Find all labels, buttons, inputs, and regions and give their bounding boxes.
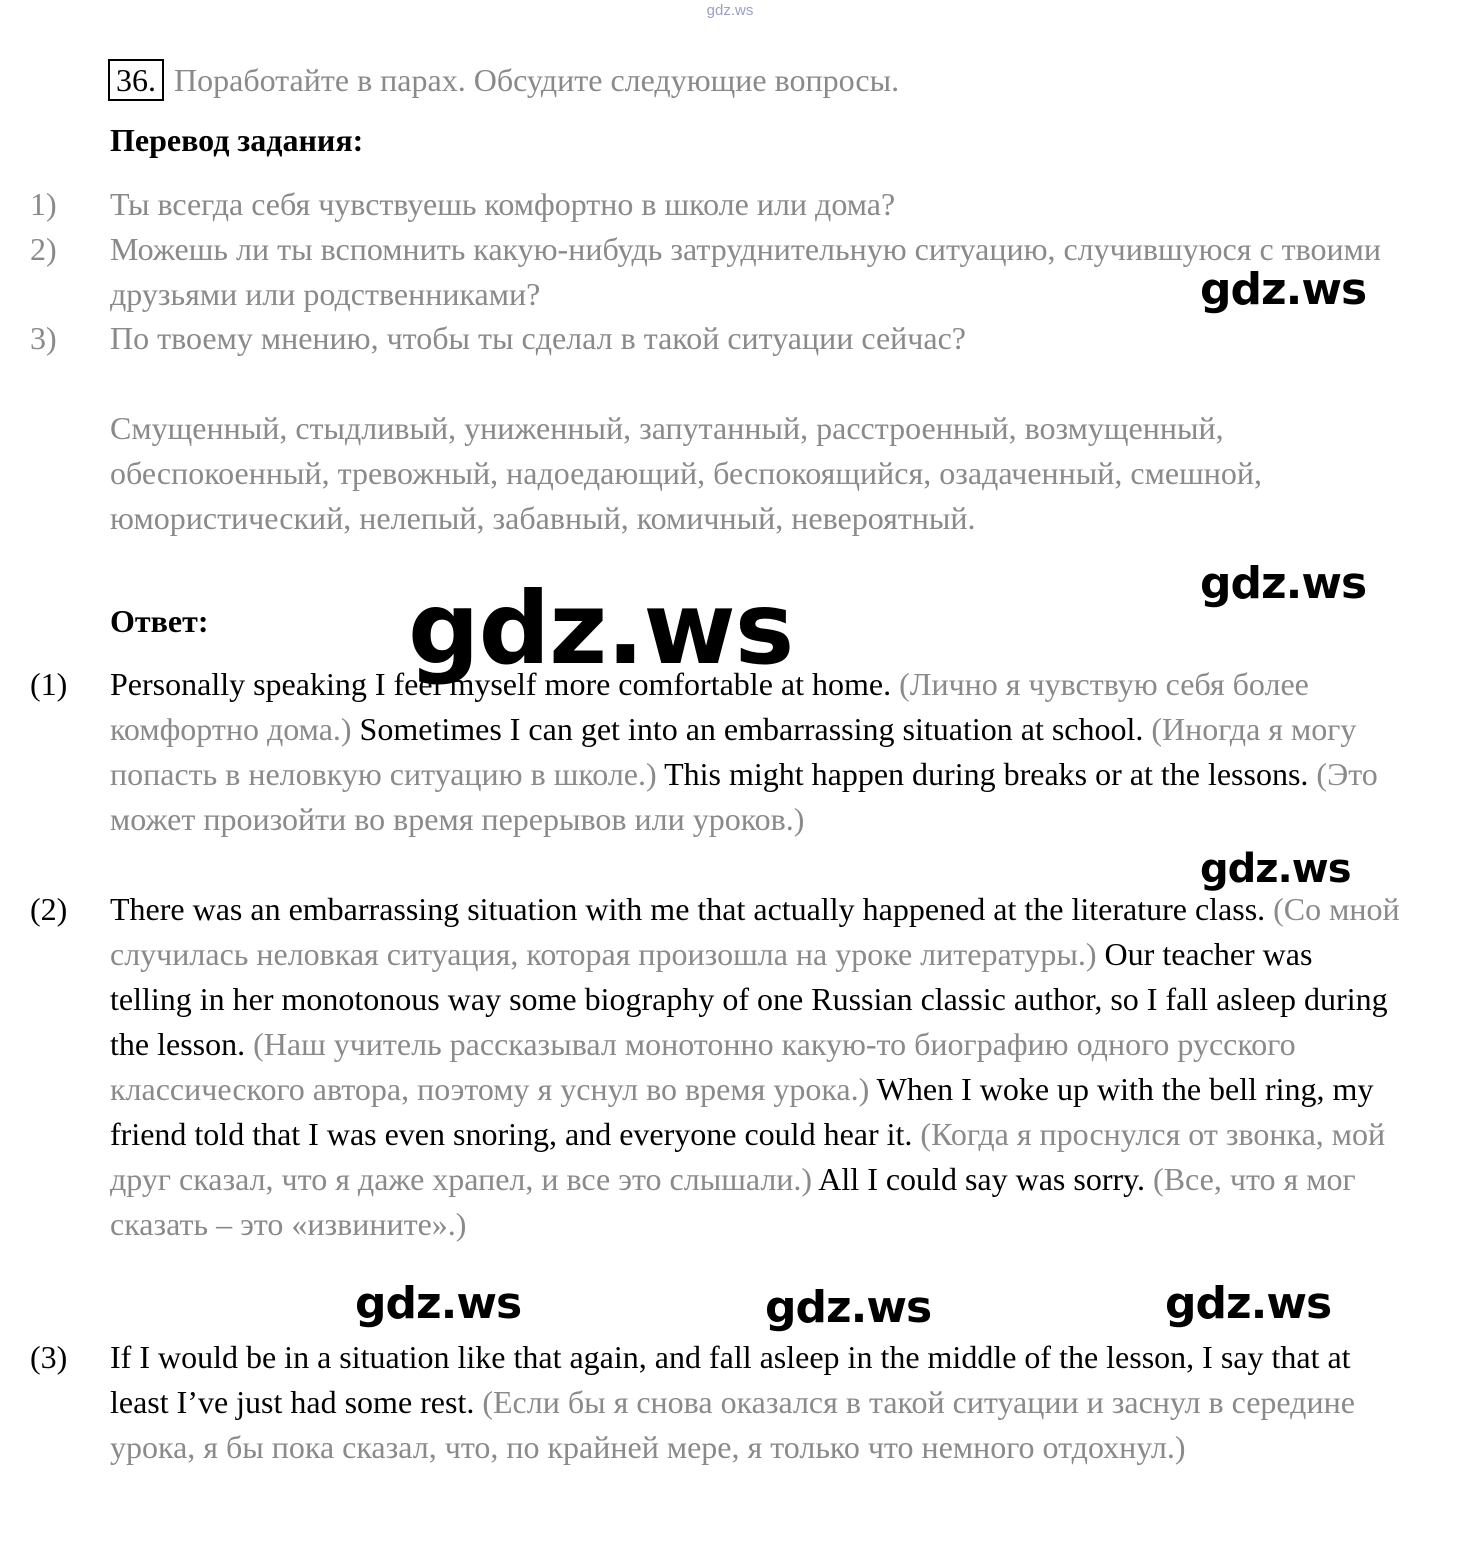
answer-english: If I would be in a situation like that again, and fall asleep in the middle of the lesson, I say that at least I’ve just had some rest. [110,1339,1351,1420]
question-text: По твоему мнению, чтобы ты сделал в такой ситуации сейчас? [110,320,966,356]
watermark: gdz.ws [765,1282,932,1333]
answer-russian: (Все, что я мог сказать – это «извините».) [110,1161,1356,1242]
question-text: Ты всегда себя чувствуешь комфортно в школе или дома? [110,186,896,222]
answer-russian: (Наш учитель рассказывал монотонно какую-то биографию одного русского классического автора, поэтому я уснул во время урока.) [110,1026,1296,1107]
watermark: gdz.ws [355,1278,522,1329]
answer-english: There was an embarrassing situation with me that actually happened at the literature class. [110,891,1266,927]
watermark: gdz.ws [1200,264,1367,315]
answer-english: Our teacher was telling in her monotonous way some biography of one Russian classic author, so I fall asleep during the lesson. [110,936,1388,1062]
answer-text [110,662,1400,842]
question-number: 2) [30,231,57,267]
answer-text [110,1335,1400,1470]
watermark: gdz.ws [1200,558,1367,609]
task-header [108,58,899,102]
answer-text [110,887,1400,1247]
question-text: Можешь ли ты вспомнить какую-нибудь затруднительную ситуацию, случившуюся с твоими друзьями или родственниками? [110,231,1382,312]
answer-russian: (Лично я чувствую себя более комфортно дома.) [110,666,1309,747]
answer-russian: (Это может произойти во время перерывов или уроков.) [110,756,1378,837]
answer-russian: (Когда я проснулся от звонка, мой друг сказал, что я даже храпел, и все это слышали.) [110,1116,1386,1197]
site-mark: gdz.ws [706,2,754,19]
answer-russian: (Иногда я могу попасть в неловкую ситуацию в школе.) [110,711,1357,792]
translation-heading: Перевод задания: [110,122,364,158]
question-number: 1) [30,186,57,222]
answer-english: Sometimes I can get into an embarrassing situation at school. [359,711,1144,747]
watermark: gdz.ws [1200,846,1351,892]
answer-english: Personally speaking I feel myself more comfortable at home. [110,666,892,702]
answer-russian: (Со мной случилась неловкая ситуация, которая произошла на уроке литературы.) [110,891,1400,972]
task-number: 36. [108,59,164,101]
watermark-large: gdz.ws [408,570,794,687]
answer-number: (3) [30,1339,68,1375]
question-number: 3) [30,320,57,356]
answer-russian: (Если бы я снова оказался в такой ситуации и заснул в середине урока, я бы пока сказал, что, по крайней мере, я только что немного отдохнул.) [110,1384,1355,1465]
task-instruction: Поработайте в парах. Обсудите следующие вопросы. [174,61,900,98]
answer-english: When I woke up with the bell ring, my friend told that I was even snoring, and everyone could hear it. [110,1071,1374,1152]
answer-number: (1) [30,666,68,702]
watermark: gdz.ws [1165,1278,1332,1329]
answer-english: All I could say was sorry. [818,1161,1146,1197]
answer-number: (2) [30,891,68,927]
answer-english: This might happen during breaks or at the lessons. [664,756,1309,792]
word-list: Смущенный, стыдливый, униженный, запутанный, расстроенный, возмущенный, обеспокоенный, тревожный, надоедающий, беспокоящийся, озадаченный, смешной, юмористический, нелепый, забавный, комичный, невероятный. [110,410,1262,536]
answer-heading: Ответ: [110,603,209,639]
